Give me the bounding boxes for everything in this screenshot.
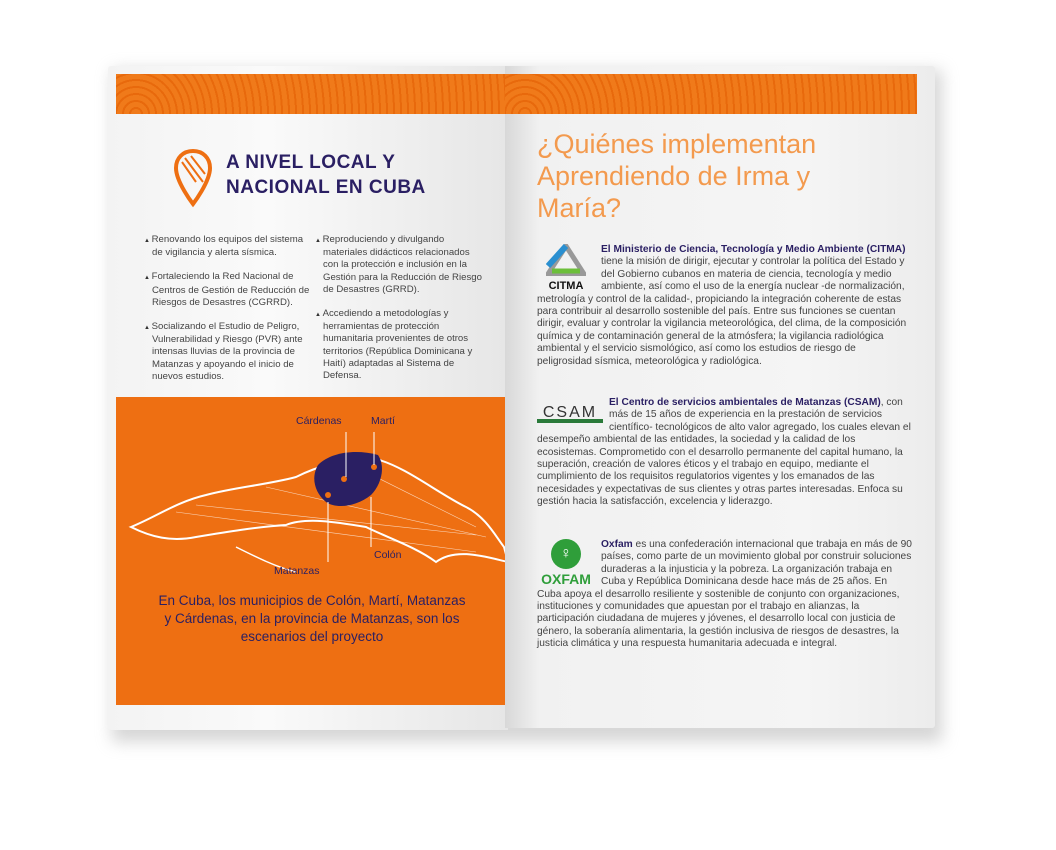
map-label-colon: Colón bbox=[374, 549, 402, 561]
heading-line: A NIVEL LOCAL Y bbox=[226, 152, 396, 173]
org-name: Oxfam bbox=[601, 539, 633, 550]
org-name: El Ministerio de Ciencia, Tecnología y Medio Ambiente (CITMA) bbox=[601, 244, 906, 255]
logo-text: OXFAM bbox=[541, 571, 591, 587]
map-label-marti: Martí bbox=[371, 415, 395, 427]
bullet-column-2 bbox=[315, 234, 483, 394]
logo-text: CITMA bbox=[548, 280, 584, 293]
citma-triangle-icon bbox=[546, 244, 586, 276]
bullet-item: ▲ Fortaleciendo la Red Nacional de Centros de Gestión de Reducción de Riesgos de Desastres (CGRRD). bbox=[144, 271, 312, 309]
citma-logo bbox=[537, 244, 595, 293]
citma-entry bbox=[537, 244, 912, 368]
oxfam-logo bbox=[537, 539, 595, 585]
bullet-column-1 bbox=[144, 234, 312, 395]
org-description: es una confederación internacional que trabaja en más de 90 países, como parte de un movimiento global por construir soluciones duraderas a la injusticia y la pobreza. La organización trabaja en Cuba y República Dominicana desde hace más de 25 años. En Cuba apoya el desarrollo resiliente y sostenible de conjunto con organizaciones, instituciones y comunidades que apuestan por el trabajo en alianzas, la participación ciudadana de mujeres y jóvenes, el desarrollo local con justicia de género, la soberanía alimentaria, la gestión inclusiva de riesgos de desastres, la justicia climática y una respuesta humanitaria adecuada e integral. bbox=[537, 539, 912, 650]
decorative-header-band bbox=[116, 74, 508, 114]
oxfam-icon: ♀ bbox=[551, 539, 581, 569]
csam-entry bbox=[537, 397, 912, 509]
decorative-header-band bbox=[505, 74, 917, 114]
location-pin-icon bbox=[172, 148, 214, 208]
org-name: El Centro de servicios ambientales de Matanzas (CSAM) bbox=[609, 397, 881, 408]
oxfam-entry bbox=[537, 539, 912, 651]
heading-line: NACIONAL EN CUBA bbox=[226, 177, 426, 198]
logo-text: CSAM bbox=[537, 407, 603, 423]
left-page bbox=[108, 66, 508, 730]
org-description: tiene la misión de dirigir, ejecutar y controlar la política del Estado y del Gobierno cubanos en materia de ciencia, tecnología y medio ambiente, así como el uso de la energía nuclear -de normalización, metrología y control de la calidad-, propiciando la integración coherente de estas para contribuir al desarrollo sostenible del país. Entre sus funciones se cuentan dirigir, evaluar y controlar la vigilancia meteorológica, del clima, de la composición química y de contaminación general de la atmósfera; la vigilancia radiológica ambiental y el servicio sismológico, así como los estudios de riesgo de peligrosidad sísmica, meteorológica y radiológica. bbox=[537, 256, 907, 367]
section-heading bbox=[226, 150, 426, 200]
bullet-item: ▲ Reproduciendo y divulgando materiales didácticos relacionados con la protección e inclusión en la Gestión para la Reducción de Riesgo de Desastres (GRRD). bbox=[315, 234, 483, 296]
map-panel bbox=[116, 397, 508, 705]
page-title: ¿Quiénes implementan Aprendiendo de Irma y María? bbox=[537, 129, 817, 223]
org-description: , con más de 15 años de experiencia en la prestación de servicios científico- tecnológicos de alto valor agregado, los cuales elevan el desempeño ambiental de las entidades, la sociedad y la calidad de los ecosistemas. Comprometido con el desarrollo permanente del capital humano, la superación, creación de valores éticos y el trabajo en equipo, mediante el cumplimiento de los requisitos regulatorios vigentes y los emanados de las necesidades y expectativas de sus clientes y otras partes interesadas. Enfoca su gestión hacia la satisfacción, excelencia y liderazgo. bbox=[537, 397, 911, 508]
bullet-item: ▲ Accediendo a metodologías y herramientas de protección humanitaria provenientes de otros territorios (República Dominicana y Haití) adaptadas al Sistema de Defensa. bbox=[315, 308, 483, 382]
right-page bbox=[505, 66, 935, 728]
map-caption: En Cuba, los municipios de Colón, Martí, Matanzas y Cárdenas, en la provincia de Matanzas, son los escenarios del proyecto bbox=[158, 593, 466, 644]
bullet-item: ▲ Socializando el Estudio de Peligro, Vulnerabilidad y Riesgo (PVR) ante intensas lluvias de la provincia de Matanzas y apoyando el inicio de nuevos estudios. bbox=[144, 321, 312, 383]
csam-logo bbox=[537, 397, 603, 423]
bullet-item: ▲ Renovando los equipos del sistema de vigilancia y alerta sísmica. bbox=[144, 234, 312, 259]
map-label-cardenas: Cárdenas bbox=[296, 415, 342, 427]
map-label-matanzas: Matanzas bbox=[274, 565, 320, 577]
